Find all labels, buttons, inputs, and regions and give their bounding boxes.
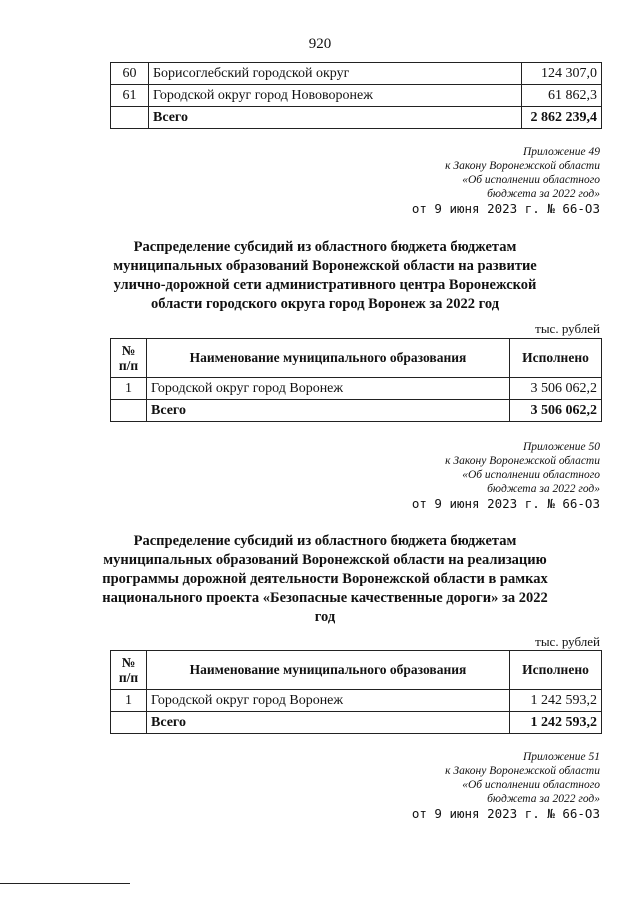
- header-amount: Исполнено: [510, 339, 602, 378]
- row-number: 61: [111, 85, 149, 107]
- appendix-49-table: [110, 338, 602, 422]
- row-number: 60: [111, 63, 149, 85]
- amount: 124 307,0: [522, 63, 602, 85]
- law-date: от 9 июня 2023 г. № 66-ОЗ: [411, 201, 600, 216]
- row-number: 1: [111, 690, 147, 712]
- table-header-row: [111, 339, 602, 378]
- header-name: Наименование муниципального образования: [147, 651, 510, 690]
- table-row: [111, 690, 602, 712]
- appendix-50-header: Приложение 50 к Закону Воронежской области «Об исполнении областного бюджета за 2022 год» от 9 июня 2023 г. № 66-ОЗ: [340, 440, 600, 512]
- amount: 61 862,3: [522, 85, 602, 107]
- total-label: Всего: [147, 400, 510, 422]
- total-amount: 2 862 239,4: [522, 107, 602, 129]
- amount: 3 506 062,2: [510, 378, 602, 400]
- header-number: № п/п: [111, 651, 147, 690]
- total-row: [111, 107, 602, 129]
- total-amount: 3 506 062,2: [510, 400, 602, 422]
- row-number: 1: [111, 378, 147, 400]
- amount: 1 242 593,2: [510, 690, 602, 712]
- table-header-row: [111, 651, 602, 690]
- appendix-49-title: Распределение субсидий из областного бюджета бюджетам муниципальных образований Воронежской области на развитие улично-дорожной сети административного центра Воронежской области городского округа город Воронеж за 2022 год: [113, 239, 537, 312]
- page-number: 920: [308, 36, 332, 52]
- appendix-50-title: Распределение субсидий из областного бюджета бюджетам муниципальных образований Воронежской области на реализацию программы дорожной деятельности Воронежской области в рамках национального проекта «Безопасные качественные дороги» за 2022 год: [102, 533, 548, 625]
- municipality-name: Городской округ город Воронеж: [147, 690, 510, 712]
- appendix-50-table: [110, 650, 602, 734]
- total-row: [111, 712, 602, 734]
- appendix-51-header: Приложение 51 к Закону Воронежской области «Об исполнении областного бюджета за 2022 год» от 9 июня 2023 г. № 66-ОЗ: [340, 750, 600, 822]
- municipality-name: Городской округ город Нововоронеж: [149, 85, 522, 107]
- total-label: Всего: [147, 712, 510, 734]
- table-row: [111, 85, 602, 107]
- header-number: № п/п: [111, 339, 147, 378]
- continuation-table: [110, 62, 602, 129]
- law-date: от 9 июня 2023 г. № 66-ОЗ: [411, 806, 600, 821]
- footer-divider: [0, 883, 130, 884]
- table-row: [111, 378, 602, 400]
- municipality-name: Борисоглебский городской округ: [149, 63, 522, 85]
- header-amount: Исполнено: [510, 651, 602, 690]
- total-row: [111, 400, 602, 422]
- total-label: Всего: [149, 107, 522, 129]
- units-label: тыс. рублей: [535, 634, 600, 649]
- law-date: от 9 июня 2023 г. № 66-ОЗ: [411, 496, 600, 511]
- appendix-49-header: Приложение 49 к Закону Воронежской области «Об исполнении областного бюджета за 2022 год» от 9 июня 2023 г. № 66-ОЗ: [340, 145, 600, 217]
- total-amount: 1 242 593,2: [510, 712, 602, 734]
- municipality-name: Городской округ город Воронеж: [147, 378, 510, 400]
- units-label: тыс. рублей: [535, 321, 600, 336]
- table-row: [111, 63, 602, 85]
- header-name: Наименование муниципального образования: [147, 339, 510, 378]
